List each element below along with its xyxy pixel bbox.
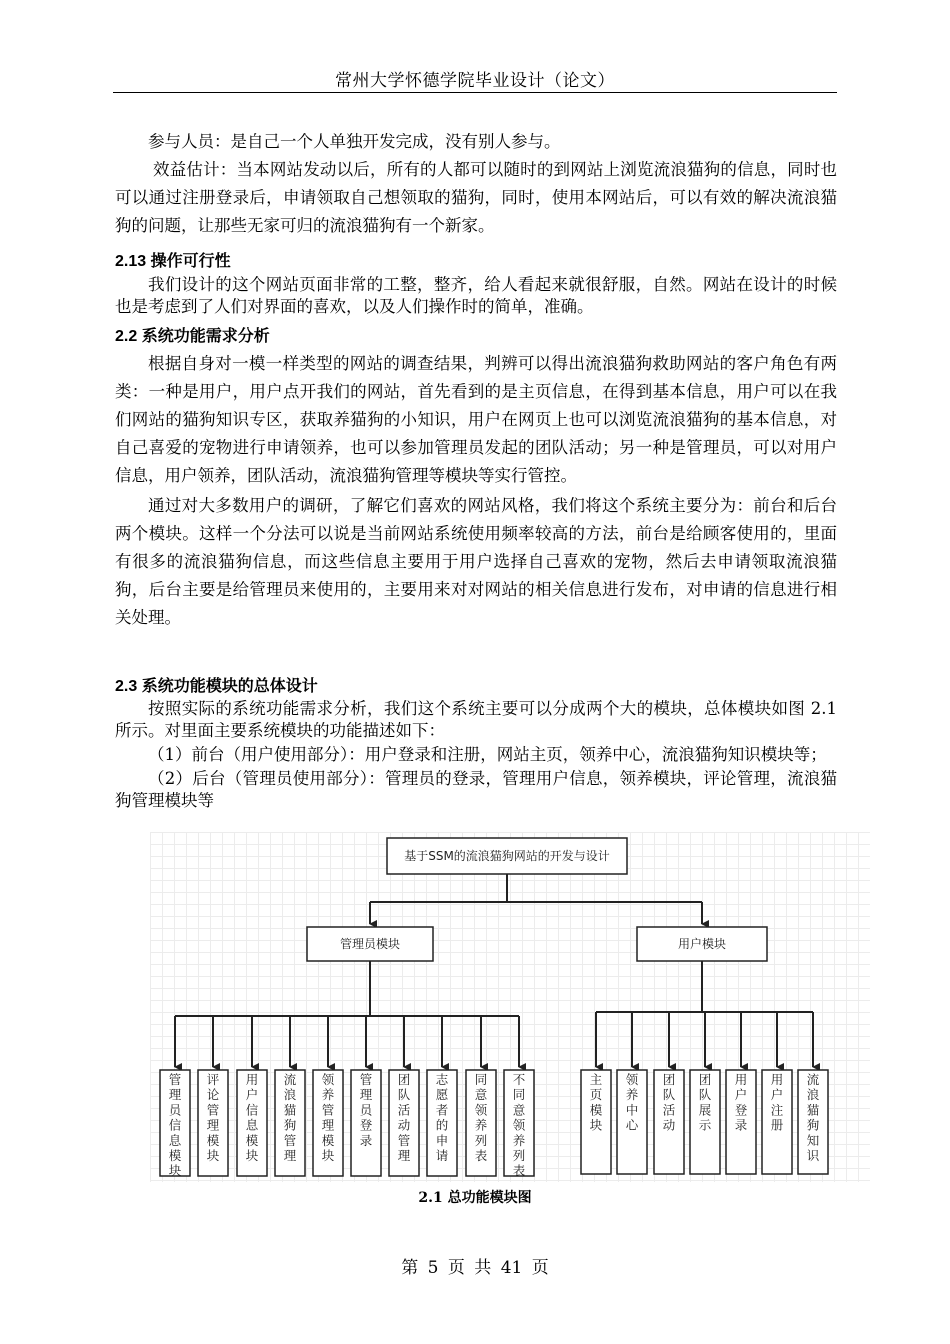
paragraph-operation: 我们设计的这个网站页面非常的工整，整齐，给人看起来就很舒服，自然。网站在设计的时候也是考虑到了人们对界面的喜欢，以及人们操作时的简单，准确。 — [115, 275, 837, 316]
paragraph-frontend: （1）前台（用户使用部分）：用户登录和注册，网站主页，领养中心，流浪猫狗知识模块等； — [148, 745, 827, 764]
user-module-node-label: 用户模块 — [677, 937, 727, 951]
user-child-6 — [762, 1070, 792, 1174]
section-2-3-body — [115, 698, 837, 812]
admin-child-1-label: 管理员信息模块 — [168, 1072, 182, 1179]
admin-child-7-label: 团队活动管理 — [397, 1072, 411, 1163]
module-diagram — [150, 832, 870, 1182]
header-rule — [113, 92, 837, 93]
admin-child-4-label: 流浪猫狗管理 — [283, 1072, 297, 1163]
page-header: 常州大学怀德学院毕业设计（论文） — [335, 71, 615, 91]
user-child-2-label: 领养中心 — [625, 1072, 639, 1133]
admin-child-6-label: 管理员登录 — [359, 1072, 373, 1148]
admin-child-6 — [351, 1070, 381, 1176]
section-2-2-body — [115, 350, 837, 632]
paragraph-participants: 参与人员：是自己一个人单独开发完成，没有别人参与。 — [148, 132, 561, 151]
admin-child-3 — [237, 1070, 267, 1176]
admin-child-5 — [313, 1070, 343, 1176]
user-child-5 — [726, 1070, 756, 1174]
user-child-6-label: 用户注册 — [770, 1072, 784, 1133]
diagram-svg — [150, 832, 870, 1182]
paragraph-overview: 按照实际的系统功能需求分析，我们这个系统主要可以分成两个大的模块，总体模块如图 2.1 所示。对里面主要系统模块的功能描述如下： — [115, 699, 837, 740]
user-child-7 — [798, 1070, 828, 1174]
user-child-7-label: 流浪猫狗知识 — [806, 1072, 820, 1163]
heading-2-2: 2.2 系统功能需求分析 — [115, 328, 270, 345]
admin-child-9-label: 同意领养列表 — [474, 1072, 488, 1163]
paragraph-roles: 根据自身对一模一样类型的网站的调查结果，判辨可以得出流浪猫狗救助网站的客户角色有两类：一种是用户，用户点开我们的网站，首先看到的是主页信息，在得到基本信息，用户可以在我们网站的猫狗知识专区，获取养猫狗的小知识，用户在网页上也可以浏览流浪猫狗的基本信息，对自己喜爱的宠物进行申请领养，也可以参加管理员发起的团队活动；另一种是管理员，可以对用户信息，用户领养，团队活动，流浪猫狗管理等模块等实行管控。 — [115, 354, 837, 485]
admin-child-1 — [160, 1070, 190, 1178]
paragraph-split: 通过对大多数用户的调研，了解它们喜欢的网站风格，我们将这个系统主要分为：前台和后台两个模块。这样一个分法可以说是当前网站系统使用频率较高的方法，前台是给顾客使用的，里面有很多的流浪猫狗信息，而这些信息主要用于用户选择自己喜欢的宠物，然后去申请领取流浪猫狗，后台主要是给管理员来使用的，主要用来对对网站的相关信息进行发布，对申请的信息进行相关处理。 — [115, 496, 837, 627]
heading-2-3: 2.3 系统功能模块的总体设计 — [115, 678, 318, 695]
paragraph-benefit: 效益估计：当本网站发动以后，所有的人都可以随时的到网站上浏览流浪猫狗的信息，同时也可以通过注册登录后，申请领取自己想领取的猫狗，同时，使用本网站后，可以有效的解决流浪猫狗的问题，让那些无家可归的流浪猫狗有一个新家。 — [115, 160, 837, 235]
admin-child-8-label: 志愿者的申请 — [435, 1072, 449, 1163]
admin-child-8 — [427, 1070, 457, 1176]
diagram-connectors — [175, 874, 813, 1067]
admin-child-2-label: 评论管理模块 — [206, 1072, 220, 1163]
intro-paragraphs — [115, 128, 837, 240]
admin-child-5-label: 领养管理模块 — [321, 1072, 335, 1163]
admin-module-node-label: 管理员模块 — [339, 937, 401, 951]
page-footer: 第 5 页 共 41 页 — [401, 1258, 549, 1278]
admin-child-9 — [466, 1070, 496, 1176]
user-child-1 — [581, 1070, 611, 1174]
admin-child-7 — [389, 1070, 419, 1176]
user-child-1-label: 主页模块 — [589, 1072, 603, 1133]
user-child-4 — [690, 1070, 720, 1174]
root-node — [387, 838, 627, 874]
user-child-2 — [617, 1070, 647, 1174]
root-node-label: 基于SSM的流浪猫狗网站的开发与设计 — [404, 849, 610, 863]
user-child-4-label: 团队展示 — [698, 1072, 712, 1133]
admin-child-4 — [275, 1070, 305, 1176]
user-module-node — [637, 927, 767, 961]
user-child-3-label: 团队活动 — [662, 1072, 676, 1133]
heading-2-13: 2.13 操作可行性 — [115, 253, 231, 270]
diagram-nodes — [160, 838, 828, 1178]
section-2-13-body — [115, 274, 837, 318]
admin-child-2 — [198, 1070, 228, 1176]
admin-child-10-label: 不同意领养列表 — [512, 1072, 526, 1179]
user-child-3 — [654, 1070, 684, 1174]
paragraph-backend: （2）后台（管理员使用部分）：管理员的登录，管理用户信息，领养模块，评论管理，流浪猫狗管理模块等 — [115, 769, 837, 810]
user-child-5-label: 用户登录 — [734, 1072, 748, 1133]
admin-child-10 — [504, 1070, 534, 1178]
figure-caption: 2.1 总功能模块图 — [418, 1190, 532, 1206]
admin-child-3-label: 用户信息模块 — [245, 1072, 259, 1163]
admin-module-node — [307, 927, 433, 961]
